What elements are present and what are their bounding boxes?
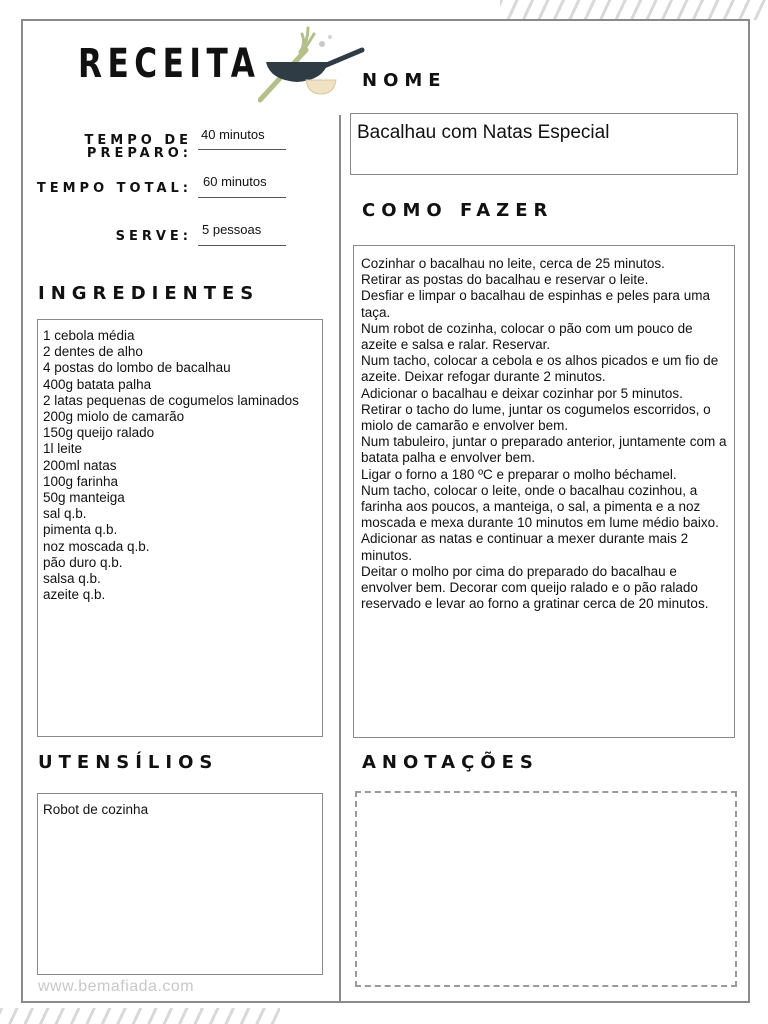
ingredient-item: salsa q.b. (43, 571, 101, 587)
ingredient-item: azeite q.b. (43, 587, 106, 603)
method-text (361, 256, 730, 612)
ingredients-list (43, 328, 317, 603)
prep-time-label: TEMPO DE PREPARO: (84, 133, 192, 161)
page-title: RECEITA (78, 41, 261, 87)
ingredient-item: 2 latas pequenas de cogumelos laminados (43, 392, 299, 408)
utensils-list (43, 802, 317, 818)
total-time-label: TEMPO TOTAL: (36, 181, 192, 196)
method-heading: COMO FAZER (362, 200, 554, 221)
ingredient-item: 400g batata palha (43, 376, 152, 392)
ingredient-item: noz moscada q.b. (43, 538, 150, 554)
ingredient-item: 200ml natas (43, 457, 117, 473)
ingredient-item: 200g miolo de camarão (43, 409, 185, 425)
prep-time-underline (198, 149, 286, 150)
method-step: Retirar as postas do bacalhau e reservar o leite. (361, 272, 649, 288)
total-time-underline (198, 197, 286, 198)
serves-label: SERVE: (115, 229, 192, 244)
method-step: Adicionar o bacalhau e deixar cozinhar por 5 minutos. (361, 385, 683, 401)
ingredient-item: sal q.b. (43, 506, 87, 522)
cooking-pan-icon (258, 22, 368, 104)
method-step: Num tacho, colocar a cebola e os alhos picados e um fio de azeite. Deixar refogar durante 2 minutos. (361, 353, 719, 385)
ingredient-item: 4 postas do lombo de bacalhau (43, 360, 231, 376)
utensils-box[interactable] (37, 793, 323, 975)
prep-time-value[interactable]: 40 minutos (201, 127, 265, 142)
method-step: Deitar o molho por cima do preparado do bacalhau e envolver bem. Decorar com queijo ralado e o pão ralado reservado e levar ao forno a gratinar cerca de 20 minutos. (361, 563, 709, 612)
method-step: Cozinhar o bacalhau no leite, cerca de 25 minutos. (361, 256, 665, 271)
method-step: Retirar o tacho do lume, juntar os cogumelos escorridos, o miolo de camarão e envolver bem. (361, 401, 711, 434)
ingredient-item: 150g queijo ralado (43, 425, 155, 441)
top-stripes-decoration (500, 0, 768, 20)
ingredient-item: 1 cebola média (43, 328, 135, 343)
total-time-value[interactable]: 60 minutos (203, 174, 267, 189)
method-box[interactable] (353, 245, 735, 738)
utensil-item: Robot de cozinha (43, 802, 149, 817)
method-step: Num tabuleiro, juntar o preparado anterior, juntamente com a batata palha e envolver bem. (361, 434, 727, 466)
column-divider (339, 115, 341, 1003)
recipe-name-text: Bacalhau com Natas Especial (357, 122, 610, 143)
bottom-stripes-decoration (0, 1008, 280, 1024)
ingredient-item: 2 dentes de alho (43, 344, 143, 360)
footer-website: www.bemafiada.com (38, 978, 195, 995)
ingredient-item: 50g manteiga (43, 490, 125, 506)
serves-underline (198, 245, 286, 246)
ingredient-item: pão duro q.b. (43, 554, 123, 570)
ingredient-item: 100g farinha (43, 473, 119, 489)
ingredients-box[interactable] (37, 319, 323, 737)
notes-heading: ANOTAÇÕES (362, 752, 539, 773)
method-step: Num tacho, colocar o leite, onde o bacalhau cozinhou, a farinha aos poucos, a manteiga, o sal, a pimenta e a noz moscada e mexa durante 10 minutos em lume médio baixo. Adicionar as natas e continuar a mexer durante mais 2 minutos. (361, 482, 719, 563)
utensils-heading: UTENSÍLIOS (38, 752, 219, 773)
notes-box[interactable] (355, 791, 737, 987)
serves-value[interactable]: 5 pessoas (202, 222, 262, 237)
ingredient-item: pimenta q.b. (43, 522, 118, 538)
ingredient-item: 1l leite (43, 441, 83, 457)
method-step: Desfiar e limpar o bacalhau de espinhas e peles para uma taça. (361, 288, 710, 320)
ingredients-heading: INGREDIENTES (38, 283, 260, 304)
method-step: Ligar o forno a 180 ºC e preparar o molho béchamel. (361, 466, 677, 482)
recipe-name-box[interactable] (350, 113, 738, 175)
method-step: Num robot de cozinha, colocar o pão com um pouco de azeite e salsa e ralar. Reservar. (361, 320, 693, 353)
recipe-name-heading: NOME (362, 70, 447, 91)
